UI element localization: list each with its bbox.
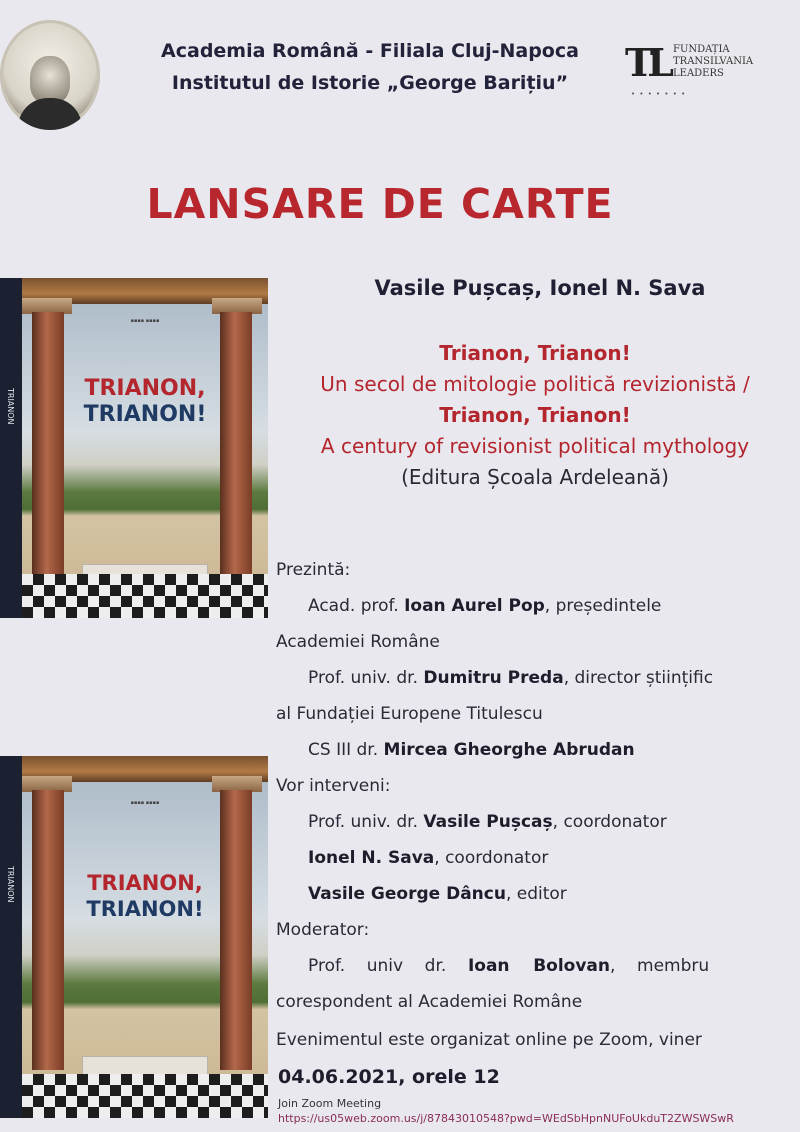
presenter-3: CS III dr. Mircea Gheorghe Abrudan [308,740,635,760]
event-info: Evenimentul este organizat online pe Zoom, viner [276,1030,702,1050]
logo-text: FUNDAȚIA TRANSILVANIA LEADERS [673,44,754,79]
cover-column-right [220,790,252,1070]
book-cover-1 [0,278,268,618]
presenters-label: Prezintă: [276,560,351,580]
cover-column-left [32,790,64,1070]
cover-art: ▪▪▪▪ ▪▪▪▪ TRIANON, TRIANON! [22,278,268,618]
book-spine: TRIANON [0,756,22,1118]
book-title-en: Trianon, Trianon! [439,403,631,427]
moderator-label: Moderator: [276,920,370,940]
logo-mark: TL [625,40,668,85]
cover-floor [22,1074,268,1118]
presenter-1-cont: Academiei Române [276,632,440,652]
moderator: Prof. univ dr. Ioan Bolovan, membru [308,956,710,976]
book-title-ro: Trianon, Trianon! [439,341,631,365]
institute-name: Institutul de Istorie „George Barițiu” [171,72,569,94]
book-info [270,338,800,493]
event-date: 04.06.2021, orele 12 [278,1066,500,1088]
book-subtitle-ro: Un secol de mitologie politică revizionistă / [320,372,750,396]
cover-title: TRIANON, TRIANON! [83,376,207,427]
institution-name: Academia Română - Filiala Cluj-Napoca [161,40,579,62]
page-title: LANSARE DE CARTE [146,180,614,228]
speakers-label: Vor interveni: [276,776,391,796]
portrait-coat [18,98,82,130]
portrait-medallion [0,20,100,130]
book-subtitle-en: A century of revisionist political mythology [320,434,750,458]
speaker-1: Prof. univ. dr. Vasile Pușcaș, coordonator [308,812,667,832]
book-spine: TRIANON [0,278,22,618]
book-authors: Vasile Pușcaș, Ionel N. Sava [374,276,706,300]
presenter-1: Acad. prof. Ioan Aurel Pop, președintele [308,596,662,616]
logo-dots: • • • • • • • [631,90,687,98]
zoom-label: Join Zoom Meeting [278,1097,382,1110]
cover-art: ▪▪▪▪ ▪▪▪▪ TRIANON, TRIANON! [22,756,268,1118]
moderator-cont: corespondent al Academiei Române [276,992,583,1012]
cover-column-right [220,312,252,574]
cover-floor [22,574,268,618]
book-publisher: (Editura Școala Ardeleană) [401,465,669,489]
zoom-link[interactable]: https://us05web.zoom.us/j/87843010548?pwd=WEdSbHpnNUFoUkduT2ZWSWSwR [278,1112,734,1125]
speaker-3: Vasile George Dâncu, editor [308,884,567,904]
transilvania-leaders-logo [625,40,785,102]
cover-title: TRIANON, TRIANON! [86,871,204,921]
book-cover-2 [0,756,268,1118]
cover-column-left [32,312,64,574]
presenter-2: Prof. univ. dr. Dumitru Preda, director științific [308,668,714,688]
cover-logo-strip [82,1056,208,1076]
speaker-2: Ionel N. Sava, coordonator [308,848,549,868]
presenter-2-cont: al Fundației Europene Titulescu [276,704,543,724]
portrait-face [30,56,70,104]
